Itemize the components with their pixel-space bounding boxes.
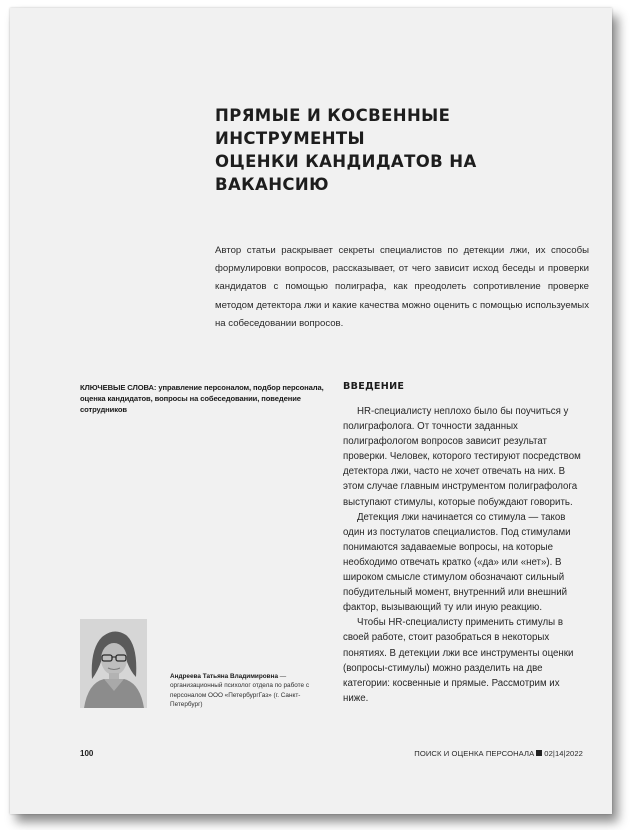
article-title-line-1: ПРЯМЫЕ И КОСВЕННЫЕ ИНСТРУМЕНТЫ — [215, 106, 451, 148]
magazine-page — [10, 8, 612, 814]
author-description: — организационный психолог отдела по работе с персоналом ООО «ПетербургГаз» (г. Санкт-Петербург) — [170, 673, 310, 708]
article-abstract: Автор статьи раскрывает секреты специалистов по детекции лжи, их способы формулировки вопросов, рассказывает, от чего зависит исход беседы и проверки кандидатов с помощью полиграфа, как преодолеть сопротивление проверке методом детектора лжи и какие качества можно оценить с помощью используемых на собеседовании вопросов. — [215, 245, 589, 329]
body-paragraph-3: Чтобы HR-специалисту применить стимулы в своей работе, стоит разобраться в некоторых понятиях. В детекции лжи все инструменты оценки (вопросы-стимулы) можно разделить на две категории: косвенные и прямые. Рассмотрим их ниже. — [343, 617, 574, 704]
author-portrait-icon — [80, 619, 147, 708]
author-name: Андреева Татьяна Владимировна — [170, 673, 279, 680]
keywords-list: управление персоналом, подбор персонала, оценка кандидатов, вопросы на собеседовании, поведение сотрудников — [80, 383, 324, 414]
author-photo — [80, 619, 147, 708]
author-caption — [170, 672, 330, 709]
square-bullet-icon — [536, 750, 542, 756]
section-heading: ВВЕДЕНИЕ — [343, 381, 405, 392]
body-paragraph-1: HR-специалисту неплохо было бы поучиться у полиграфолога. От точности заданных полиграфологом вопросов зависит результат проверки. Человек, которого тестируют посредством детектора лжи, часто не хочет отвечать на них. В этом случае главным инструментом полиграфолога выступают стимулы, которые побуждают говорить. — [343, 406, 581, 508]
article-body — [343, 404, 587, 706]
article-title-line-2: ОЦЕНКИ КАНДИДАТОВ НА ВАКАНСИЮ — [215, 152, 477, 194]
keywords-label: КЛЮЧЕВЫЕ СЛОВА: — [80, 383, 157, 392]
journal-name: ПОИСК И ОЦЕНКА ПЕРСОНАЛА — [414, 749, 535, 758]
body-paragraph-2: Детекция лжи начинается со стимула — таков один из постулатов специалистов. Под стимулами понимаются задаваемые вопросы, на которые необходимо отвечать кратко («да» или «нет»). В широком смысле стимулом обозначают сильный побудительный момент, внутренний или внешний фактор, вызывающий ту или иную реакцию. — [343, 511, 571, 614]
journal-issue: 02|14|2022 — [544, 749, 583, 758]
article-title — [215, 104, 595, 196]
keywords-block — [80, 382, 328, 415]
page-number: 100 — [80, 749, 94, 758]
journal-footer — [414, 749, 583, 758]
